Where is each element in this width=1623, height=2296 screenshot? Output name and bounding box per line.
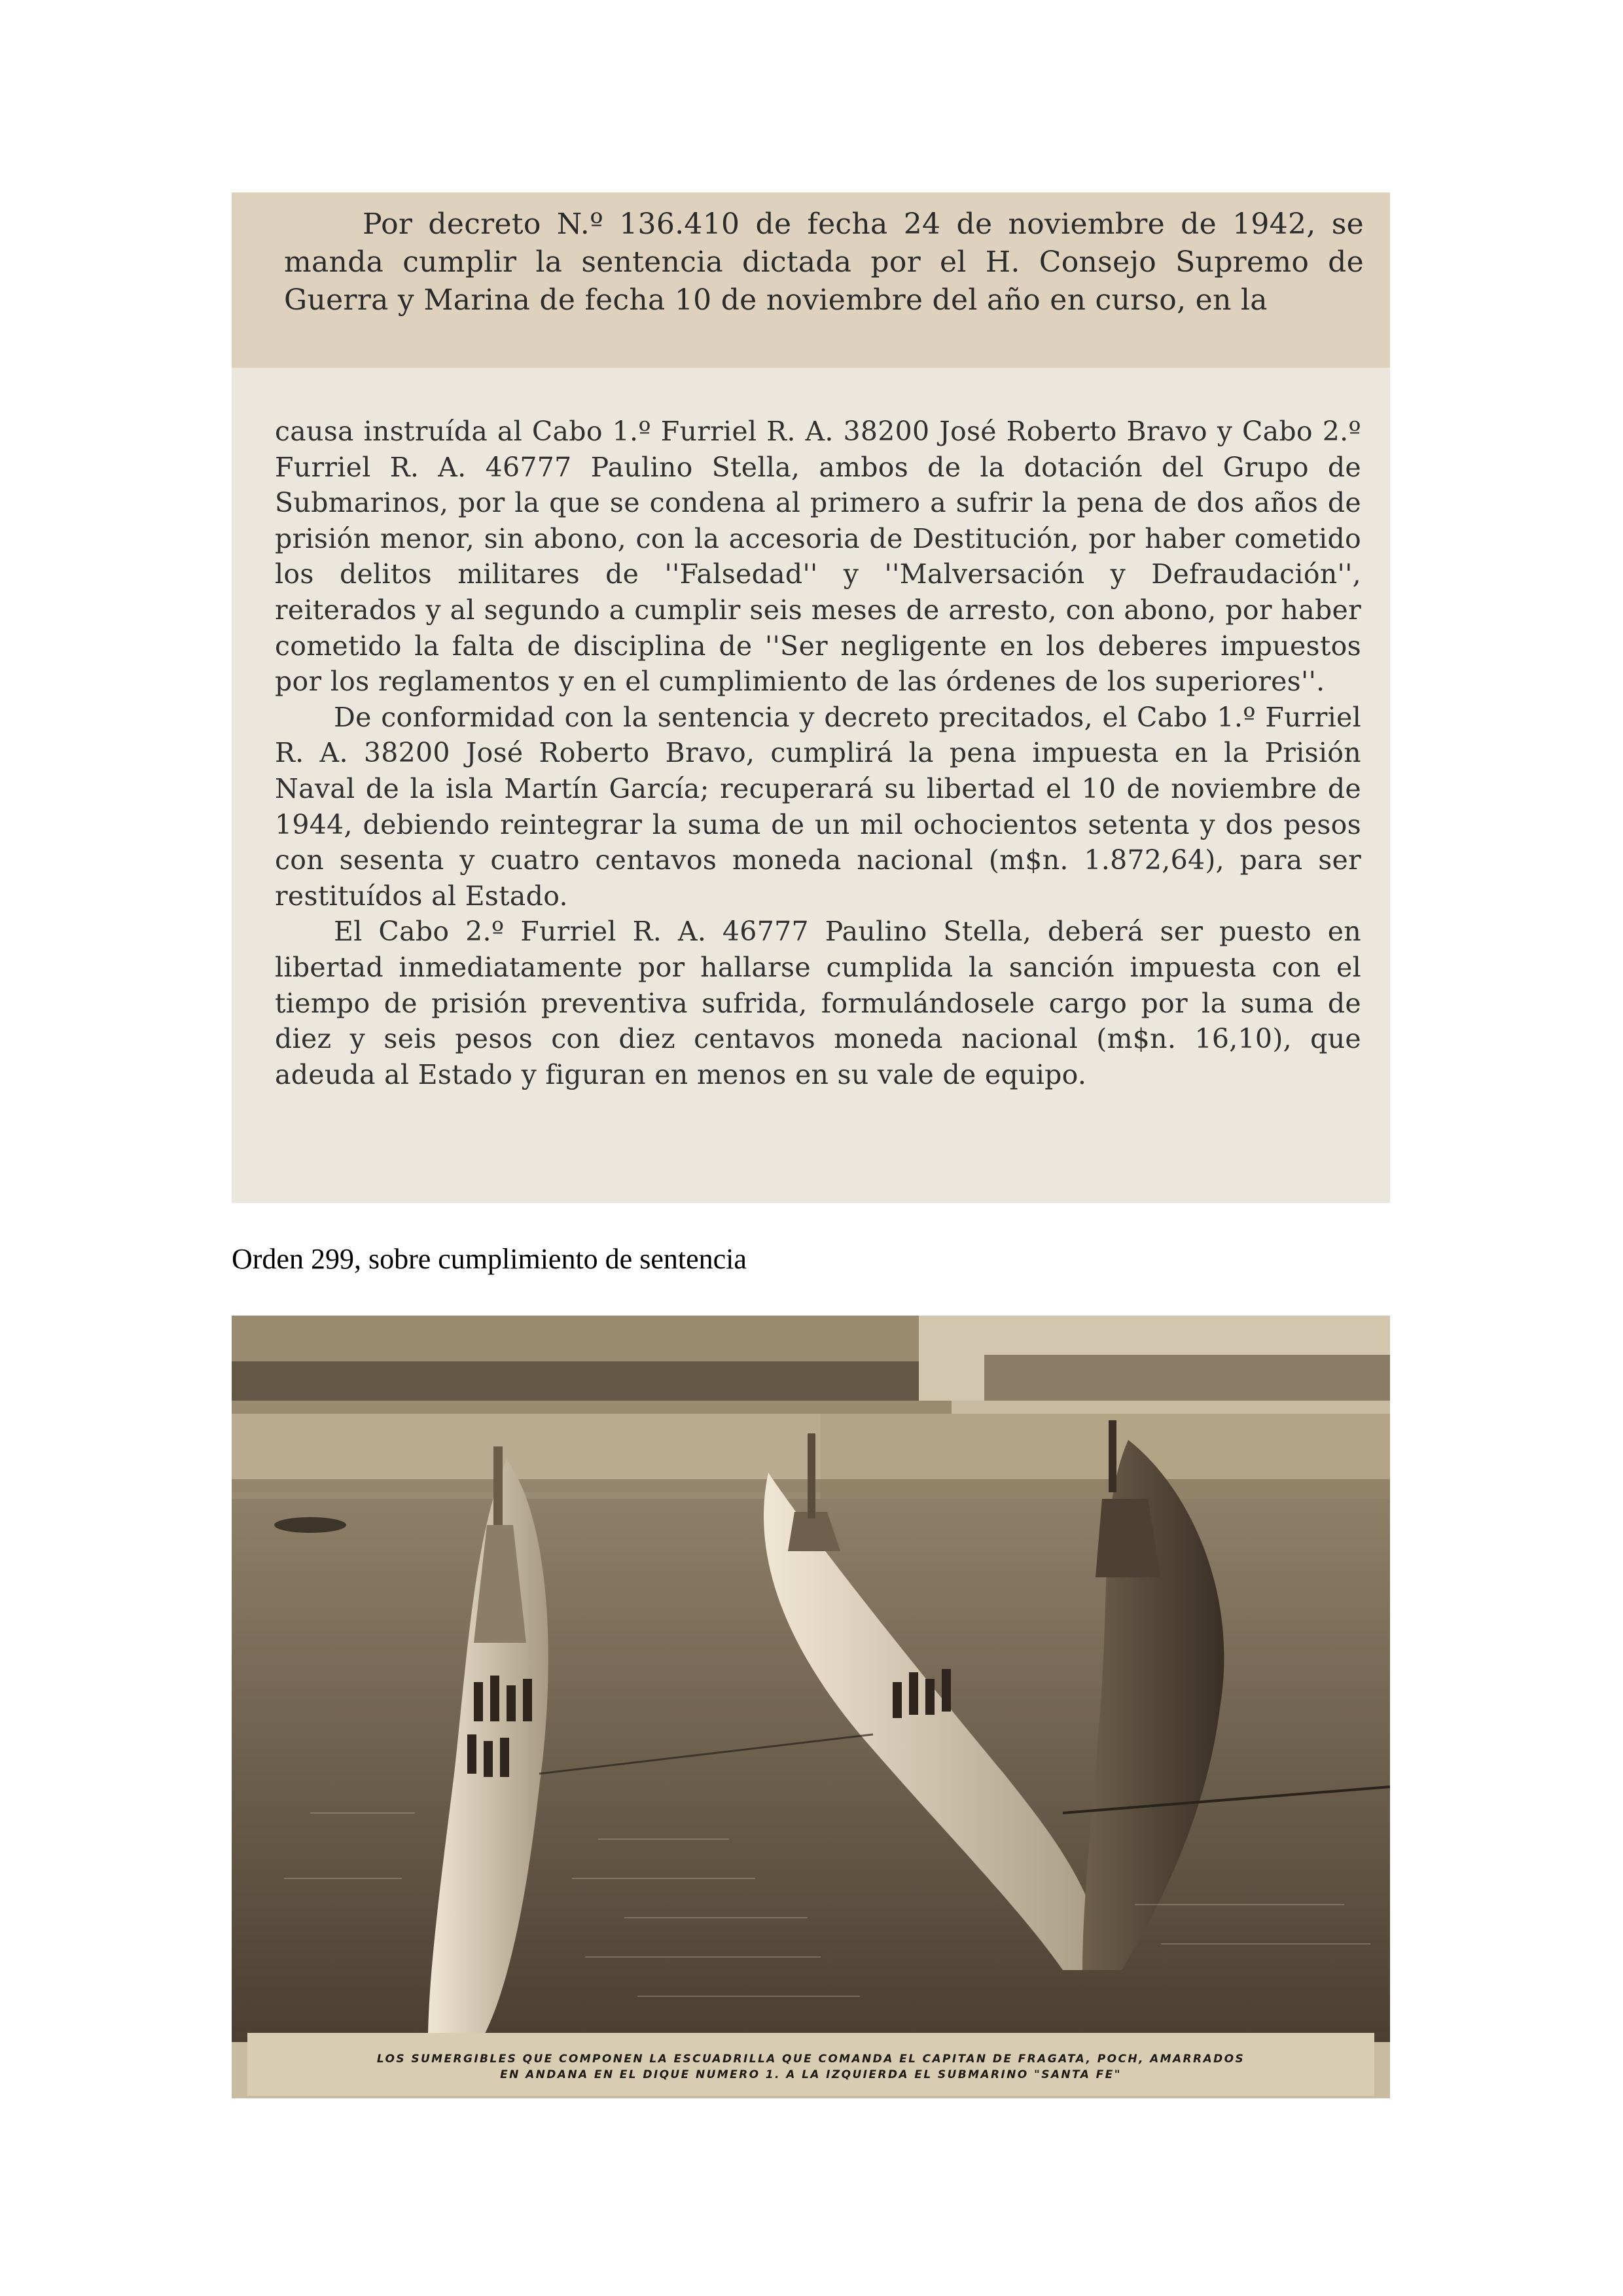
photo-caption-line-1: LOS SUMERGIBLES QUE COMPONEN LA ESCUADRILLA QUE COMANDA EL CAPITAN DE FRAGATA, POCH, AMARRADOS [376, 2053, 1245, 2066]
decree-clipping-header [232, 192, 1390, 368]
document-caption: Orden 299, sobre cumplimiento de sentencia [232, 1243, 747, 1275]
decree-clipping-body [232, 368, 1390, 1203]
submarines-illustration [232, 1316, 1390, 2098]
submarines-photo [232, 1316, 1390, 2098]
photo-caption-line-2: EN ANDANA EN EL DIQUE NUMERO 1. A LA IZQUIERDA EL SUBMARINO "SANTA FE" [500, 2068, 1122, 2081]
photo-caption [247, 2033, 1374, 2096]
decree-paragraph-2: De conformidad con la sentencia y decreto precitados, el Cabo 1.º Furriel R. A. 38200 José Roberto Bravo, cumplirá la pena impuesta en la Prisión Naval de la isla Martín García; recuperará su libertad el 10 de noviembre de 1944, debiendo reintegrar la suma de un mil ochocientos setenta y dos pesos con sesenta y cuatro centavos moneda nacional (m$n. 1.872,64), para ser restituídos al Estado. [275, 701, 1361, 912]
decree-paragraph-1: causa instruída al Cabo 1.º Furriel R. A. 38200 José Roberto Bravo y Cabo 2.º Furriel R. A. 46777 Paulino Stella, ambos de la dotación del Grupo de Submarinos, por la que se condena al primero a sufrir la pena de dos años de prisión menor, sin abono, con la accesoria de Destitución, por haber cometido los delitos militares de ''Falsedad'' y ''Malversación y Defraudación'', reiterados y al segundo a cumplir seis meses de arresto, con abono, por haber cometido la falta de disciplina de ''Ser negligente en los deberes impuestos por los reglamentos y en el cumplimiento de las órdenes de los superiores''. [275, 416, 1361, 698]
decree-intro-text: Por decreto N.º 136.410 de fecha 24 de noviembre de 1942, se manda cumplir la sentencia dictada por el H. Consejo Supremo de Guerra y Marina de fecha 10 de noviembre del año en curso, en la [284, 207, 1364, 317]
decree-paragraph-3: El Cabo 2.º Furriel R. A. 46777 Paulino Stella, deberá ser puesto en libertad inmediatamente por hallarse cumplida la sanción impuesta con el tiempo de prisión preventiva sufrida, formulándosele cargo por la suma de diez y seis pesos con diez centavos moneda nacional (m$n. 16,10), que adeuda al Estado y figuran en menos en su vale de equipo. [275, 916, 1361, 1090]
